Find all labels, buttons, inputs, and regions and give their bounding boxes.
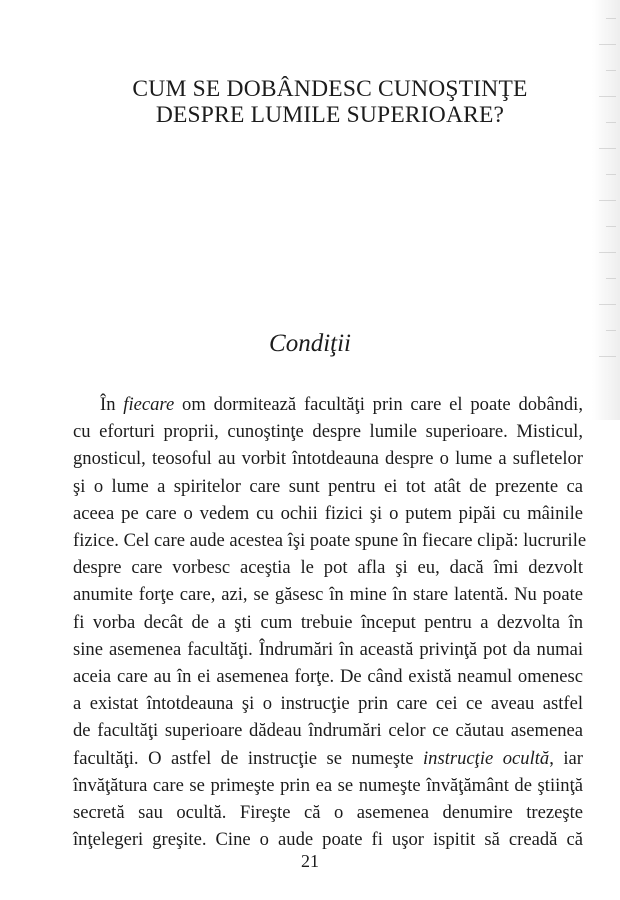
bleed-mark — [606, 18, 616, 19]
bleed-mark — [606, 278, 616, 279]
body-line: înţelegeri greşite. Cine o aude poate fi uşor ispitit să creadă că — [73, 829, 583, 851]
body-line: gnosticul, teosoful au vorbit întotdeauna despre o lume a sufletelor — [73, 448, 583, 470]
page-number: 21 — [301, 851, 319, 871]
bleed-mark — [599, 252, 616, 253]
bleed-mark — [606, 226, 616, 227]
bleed-mark — [599, 44, 616, 45]
emphasis: instrucţie ocultă — [423, 747, 550, 769]
section-title: Condiţii — [269, 330, 351, 357]
body-line: aceea pe care o vedem cu ochii fizici şi o putem pipăi cu mâinile — [73, 502, 583, 524]
emphasis: fiecare — [123, 394, 175, 415]
body-line: facultăţi. O astfel de instrucţie se numeşte instrucţie ocultă, iar — [73, 747, 583, 769]
bleed-mark — [606, 70, 616, 71]
bleed-mark — [599, 304, 616, 305]
chapter-title-line-1: CUM SE DOBÂNDESC CUNOŞTINŢE — [132, 76, 528, 102]
body-paragraph — [73, 391, 587, 853]
body-line: În fiecare om dormitează facultăţi prin care el poate dobândi, — [100, 394, 584, 415]
body-line: cu eforturi proprii, cunoştinţe despre lumile superioare. Misticul, — [73, 421, 583, 443]
body-line: învăţătura care se primeşte prin ea se numeşte învăţământ de ştiinţă — [73, 774, 583, 796]
chapter-title-line-2: DESPRE LUMILE SUPERIOARE? — [155, 102, 505, 128]
body-line: şi o lume a spiritelor care sunt pentru ei tot atât de prezente ca — [73, 475, 583, 497]
body-line: despre care vorbesc aceştia le pot afla şi eu, dacă îmi dezvolt — [73, 557, 583, 579]
bleed-mark — [599, 200, 616, 201]
body-line: fi vorba decât de a şti cum trebuie început pentru a dezvolta în — [73, 611, 583, 633]
body-line: sine asemenea facultăţi. Îndrumări în această privinţă pot da numai — [73, 638, 583, 660]
chapter-title — [40, 76, 620, 128]
body-line: anumite forţe care, azi, se găsesc în mine în stare latentă. Nu poate — [73, 584, 583, 606]
body-line: aceia care au în ei asemenea forţe. De când există neamul omenesc — [73, 666, 583, 688]
body-line: de facultăţi superioare dădeau îndrumări celor ce căutau asemenea — [73, 720, 583, 742]
bleed-mark — [599, 148, 616, 149]
bleed-mark — [606, 174, 616, 175]
body-line: a existat întotdeauna şi o instrucţie prin care cei ce aveau astfel — [73, 693, 583, 715]
body-line: secretă sau ocultă. Fireşte că o asemenea denumire trezeşte — [73, 802, 583, 824]
body-line: fizice. Cel care aude acestea îşi poate spune în fiecare clipă: lucrurile — [73, 530, 587, 552]
